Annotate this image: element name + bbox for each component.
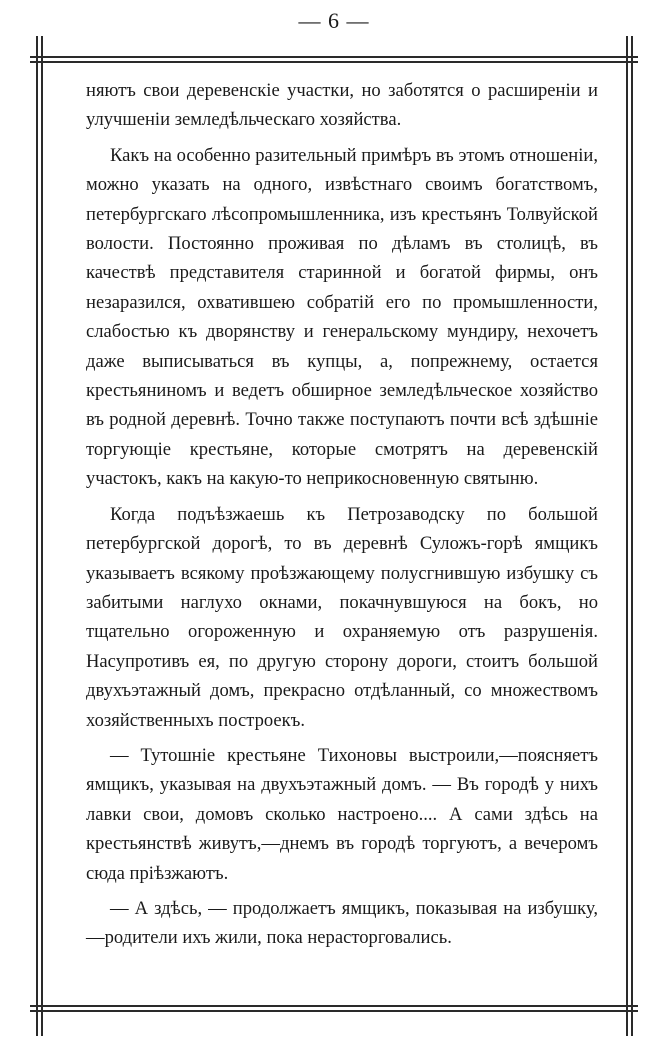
paragraph-5: — А здѣсь, — продолжаетъ ямщикъ, показывая на избушку,—родители ихъ жили, пока нерасторговались. [86,897,598,949]
paragraph-1: няютъ свои деревенскіе участки, но заботятся о расширеніи и улучшеніи земледѣльческаго хозяйства. [86,80,598,131]
frame-top-rule-outer [30,56,638,58]
paragraph-3: Когда подъѣзжаешь къ Петрозаводску по большой петербургской дорогѣ, то въ деревнѣ Суложъ-горѣ ямщикъ указываетъ всякому проѣзжающему полусгнившую избушку съ забитыми наглухо окнами, покачнувшуюся на бокъ, но тщательно огороженную и охраняемую отъ разрушенія. Насупротивъ ея, по другую сторону дороги, стоитъ большой двухъэтажный домъ, прекрасно отдѣланный, со множествомъ хозяйственныхъ построекъ. [86,503,598,731]
body-text [86,76,598,953]
frame-bottom-rule-inner [30,1010,638,1012]
frame-left-rule-inner [41,36,43,1036]
frame-top-rule-inner [30,61,638,63]
frame-right-rule-inner [631,36,633,1036]
frame-bottom-rule-outer [30,1005,638,1007]
frame-left-rule-outer [36,36,38,1036]
paragraph-4: — Тутошніе крестьяне Тихоновы выстроили,—поясняетъ ямщикъ, указывая на двухъэтажный домъ. — Въ городѣ у нихъ лавки свои, домовъ сколько настроено.... А сами здѣсь на крестьянствѣ живутъ,—днемъ въ городѣ торгуютъ, а вечеромъ сюда пріѣзжаютъ. [86,744,598,884]
paragraph-2: Какъ на особенно разительный примѣръ въ этомъ отношеніи, можно указать на одного, извѣстнаго своимъ богатствомъ, петербургскаго лѣсопромышленника, изъ крестьянъ Толвуйской волости. Постоянно проживая по дѣламъ въ столицѣ, въ качествѣ представителя старинной и богатой фирмы, онъ незаразился, охватившею собратій его по промышленности, слабостью къ дворянству и генеральскому мундиру, нехочетъ даже выписываться въ купцы, а, попрежнему, остается крестьяниномъ и ведетъ обширное земледѣльческое хозяйство въ родной деревнѣ. Точно также поступаютъ почти всѣ здѣшніе торгующіе крестьяне, которые смотрятъ на деревенскій участокъ, какъ на какую-то неприкосновенную святыню. [86,144,598,490]
page-number: — 6 — [298,8,370,33]
frame-right-rule-outer [626,36,628,1036]
